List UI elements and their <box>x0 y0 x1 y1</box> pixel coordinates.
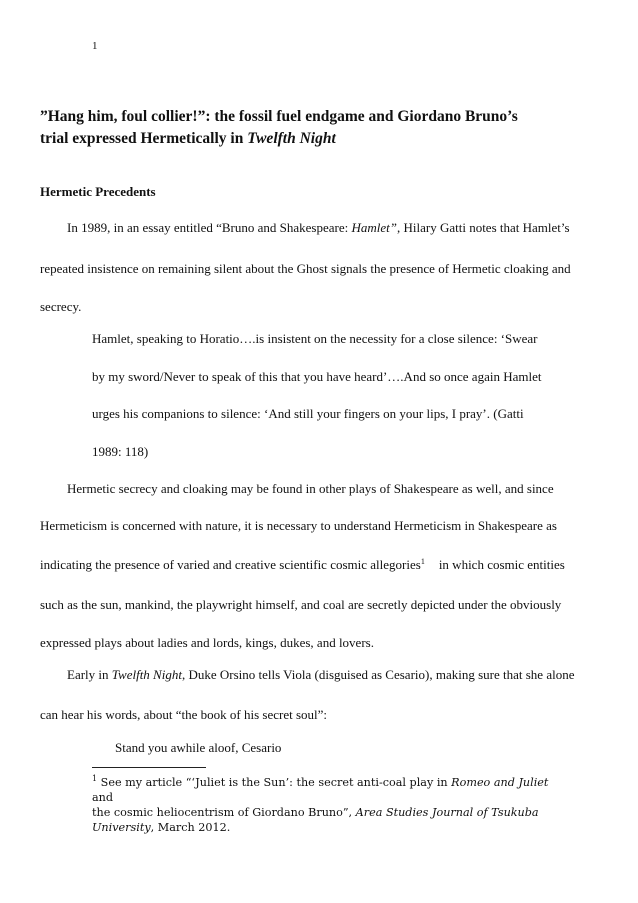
footnote-line-2 <box>92 805 562 820</box>
footnote-text: the cosmic heliocentrism of Giordano Bruno”, <box>92 806 356 819</box>
para1-text-post: , Hilary Gatti notes that Hamlet’s <box>396 220 570 235</box>
para2-line-4: such as the sun, mankind, the playwright himself, and coal are secretly depicted under the obviously <box>40 597 562 612</box>
footnote-line-1 <box>92 771 562 805</box>
para3-italic: Twelfth Night <box>111 667 182 682</box>
footnote <box>92 771 562 835</box>
footnote-line-3 <box>92 820 562 835</box>
footnote-text: See my article “‘Juliet is the Sun’: the secret anti-coal play in <box>100 776 452 789</box>
verse-line: Stand you awhile aloof, Cesario <box>115 740 282 755</box>
footnote-text-post: and <box>92 791 114 804</box>
footnote-number: 1 <box>92 774 98 783</box>
block-quote-line: by my sword/Never to speak of this that you have heard’….And so once again Hamlet <box>92 369 542 384</box>
footnote-text-post: , March 2012. <box>150 821 231 834</box>
title-line-2 <box>40 128 600 150</box>
para2-line-1: Hermetic secrecy and cloaking may be found in other plays of Shakespeare as well, and since <box>67 481 554 496</box>
para2-line-5: expressed plays about ladies and lords, kings, dukes, and lovers. <box>40 635 374 650</box>
footnote-journal: Area Studies Journal of Tsukuba <box>355 806 539 819</box>
block-quote-line: 1989: 118) <box>92 444 149 459</box>
para2-line-2: Hermeticism is concerned with nature, it is necessary to understand Hermeticism in Shakespeare as <box>40 518 557 533</box>
para1-line-2: repeated insistence on remaining silent about the Ghost signals the presence of Hermetic cloaking and <box>40 261 571 276</box>
para3-text: Early in <box>67 667 112 682</box>
footnote-divider <box>92 767 206 768</box>
para1-line-1 <box>67 220 570 236</box>
para3-line-1 <box>67 667 574 683</box>
title-work-name: Twelfth Night <box>247 130 336 147</box>
block-quote-line: urges his companions to silence: ‘And still your fingers on your lips, I pray’. (Gatti <box>92 406 524 421</box>
page-number: 1 <box>92 40 98 52</box>
title-line-2-text: trial expressed Hermetically in <box>40 130 248 147</box>
section-heading: Hermetic Precedents <box>40 184 156 199</box>
para1-text: In 1989, in an essay entitled “Bruno and Shakespeare: <box>67 220 352 235</box>
para1-line-3: secrecy. <box>40 299 82 314</box>
title-line-1: ”Hang him, foul collier!”: the fossil fuel endgame and Giordano Bruno’s <box>40 108 518 125</box>
document-title <box>40 106 600 150</box>
para3-text-post: , Duke Orsino tells Viola (disguised as Cesario), making sure that she alone <box>181 667 575 682</box>
footnote-journal-cont: University <box>92 821 151 834</box>
para3-line-2: can hear his words, about “the book of his secret soul”: <box>40 707 328 722</box>
footnote-italic: Romeo and Juliet <box>451 776 549 789</box>
para2-text: indicating the presence of varied and creative scientific cosmic allegories <box>40 557 421 572</box>
para2-line-3 <box>40 557 565 573</box>
para1-italic: Hamlet” <box>351 220 397 235</box>
para2-text-post: in which cosmic entities <box>438 557 565 572</box>
block-quote-line: Hamlet, speaking to Horatio….is insistent on the necessity for a close silence: ‘Swear <box>92 331 538 346</box>
footnote-reference[interactable]: 1 <box>420 557 425 566</box>
